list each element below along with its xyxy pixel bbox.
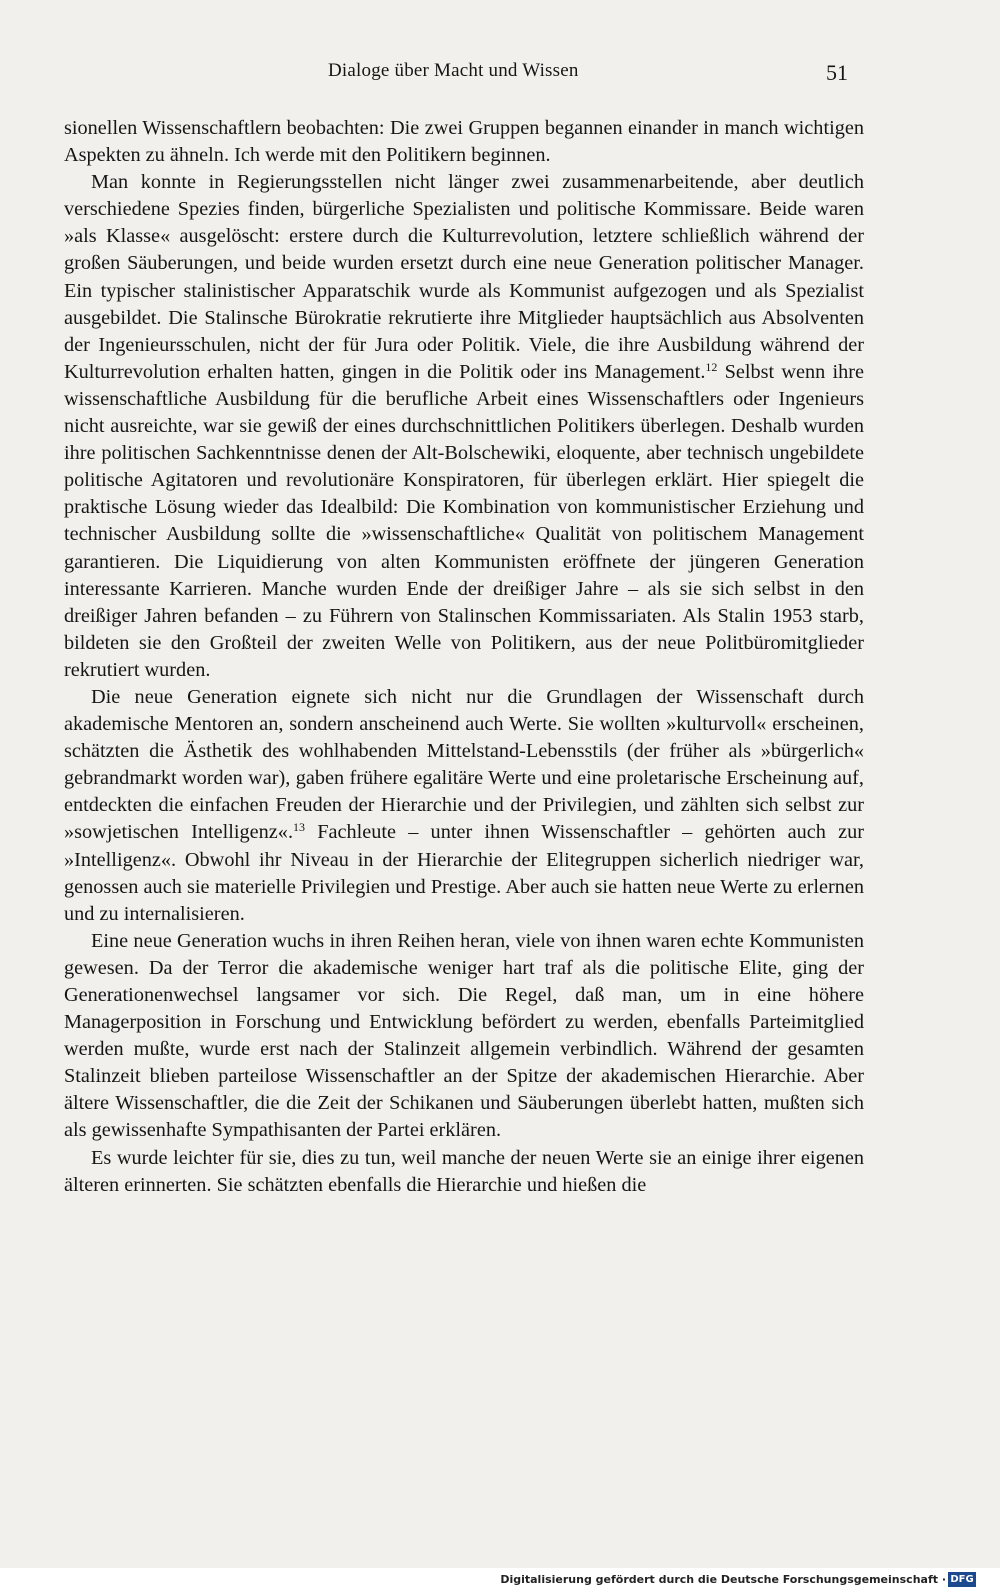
paragraph-4-text: Eine neue Generation wuchs in ihren Reihen heran, viele von ihnen waren echte Kommunisten gewesen. Da der Terror die akademische weniger hart traf als die politische Elite, ging der Generationenwechsel langsamer vor sich. Die Regel, daß man, um in eine höhere Managerposition in Forschung und Entwicklung befördert zu werden, ebenfalls Parteimitglied werden mußte, wurde erst nach der Stalinzeit allgemein verbindlich. Während der gesamten Stalinzeit blieben parteilose Wissenschaftler an der Spitze der akademischen Hierarchie. Aber ältere Wissenschaftler, die die Zeit der Schikanen und Säuberungen überlebt hatten, mußten sich als gewissenhafte Sympathisanten der Partei erklären. [64,929,864,1142]
paragraph-3 [64,684,864,928]
running-head [0,60,1000,90]
paragraph-2 [64,169,864,684]
paragraph-5-text: Es wurde leichter für sie, dies zu tun, weil manche der neuen Werte sie an einige ihrer eigenen älteren erinnerten. Sie schätzten ebenfalls die Hierarchie und hießen die [64,1146,864,1196]
dfg-logo: DFG [948,1572,976,1587]
footnote-marker-12: 12 [705,359,718,374]
paragraph-1 [64,115,864,169]
paragraph-3-text-continued: Fachleute – unter ihnen Wissenschaftler – gehörten auch zur »Intelligenz«. Obwohl ihr Niveau in der Hierarchie der Elitegruppen sicherlich niedriger war, genossen auch sie materielle Privilegien und Prestige. Aber auch sie hatten neue Werte zu erlernen und zu internalisieren. [64,821,865,925]
paragraph-1-text: sionellen Wissenschaftlern beobachten: Die zwei Gruppen begannen einander in manch wichtigen Aspekten zu ähneln. Ich werde mit den Politikern beginnen. [64,117,864,167]
digitization-footer [0,1568,1000,1592]
paragraph-2-text: Man konnte in Regierungsstellen nicht länger zwei zusammenarbeitende, aber deutlich verschiedene Spezies finden, bürgerliche Spezialisten und politische Kommissare. Beide waren »als Klasse« ausgelöscht: erstere durch die Kulturrevolution, letztere schließlich während der großen Säuberungen, und beide wurden ersetzt durch eine neue Generation politischer Manager. Ein typischer stalinistischer Apparatschik wurde als Kommunist aufgezogen und als Spezialist ausgebildet. Die Stalinsche Bürokratie rekrutierte ihre Mitglieder hauptsächlich aus Absolventen der Ingenieursschulen, nicht der für Jura oder Politik. Viele, die ihre Ausbildung während der Kulturrevolution erhalten hatten, gingen in die Politik oder ins Management. [64,171,864,383]
paragraph-3-text: Die neue Generation eignete sich nicht nur die Grundlagen der Wissenschaft durch akademische Mentoren an, sondern anscheinend auch Werte. Sie wollten »kulturvoll« erscheinen, schätzten die Ästhetik des wohlhabenden Mittelstand-Lebensstils (der früher als »bürgerlich« gebrandmarkt worden war), gaben frühere egalitäre Werte und eine proletarische Erscheinung auf, entdeckten die einfachen Freuden der Hierarchie und der Privilegien, und zählten sich selbst zur »sowjetischen Intelligenz«. [64,685,864,844]
page-number: 51 [826,60,848,85]
body-text [64,115,864,1199]
footer-credit: Digitalisierung gefördert durch die Deutsche Forschungsgemeinschaft · [500,1573,946,1586]
running-head-title: Dialoge über Macht und Wissen [328,60,579,81]
paragraph-4 [64,928,864,1145]
paragraph-2-text-continued: Selbst wenn ihre wissenschaftliche Ausbildung für die berufliche Arbeit eines Wissenschaftlers oder Ingenieurs nicht ausreichte, war sie gewiß der eines durchschnittlichen Politikers überlegen. Deshalb wurden ihre politischen Sachkenntnisse denen der Alt-Bolschewiki, eloquente, aber technisch ungebildete politische Agitatoren und revolutionäre Konspiratoren, für überlegen erklärt. Hier spiegelt die praktische Lösung wieder das Idealbild: Die Kombination von kommunistischer Erziehung und technischer Ausbildung sollte die »wissenschaftliche« Qualität von politischem Management garantieren. Die Liquidierung von alten Kommunisten eröffnete der jüngeren Generation interessante Karrieren. Manche wurden Ende der dreißiger Jahre – als sie sich selbst in den dreißiger Jahren befanden – zu Führern von Stalinschen Kommissariaten. Als Stalin 1953 starb, bildeten sie den Großteil der zweiten Welle von Politikern, aus der neue Politbüromitglieder rekrutiert wurden. [64,360,864,681]
paragraph-5 [64,1145,864,1199]
footnote-marker-13: 13 [293,820,306,835]
